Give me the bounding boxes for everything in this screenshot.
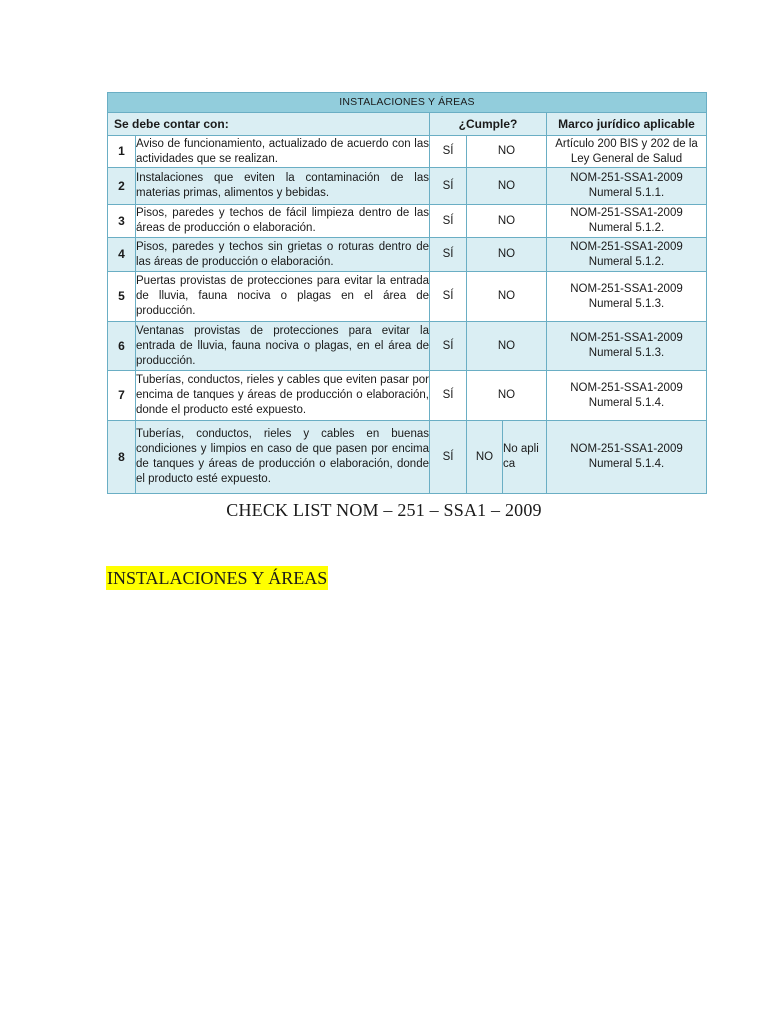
- row-legal-reference: NOM-251-SSA1-2009 Numeral 5.1.1.: [547, 168, 707, 205]
- row-number: 2: [108, 168, 136, 205]
- header-legal-framework: Marco jurídico aplicable: [547, 113, 707, 136]
- answer-si[interactable]: SÍ: [430, 136, 467, 168]
- answer-si[interactable]: SÍ: [430, 371, 467, 421]
- answer-no[interactable]: NO: [467, 371, 547, 421]
- row-legal-reference: Artículo 200 BIS y 202 de la Ley General de Salud: [547, 136, 707, 168]
- answer-no[interactable]: NO: [467, 272, 547, 322]
- answer-not-applicable[interactable]: No apli ca: [503, 421, 547, 494]
- answer-no[interactable]: NO: [467, 205, 547, 238]
- header-compliance: ¿Cumple?: [430, 113, 547, 136]
- table-title-row: [108, 93, 707, 113]
- row-number: 7: [108, 371, 136, 421]
- row-description: Pisos, paredes y techos de fácil limpieza dentro de las áreas de producción o elaboración.: [136, 205, 430, 238]
- answer-si[interactable]: SÍ: [430, 322, 467, 371]
- row-number: 1: [108, 136, 136, 168]
- table-row: [108, 168, 707, 205]
- answer-no[interactable]: NO: [467, 136, 547, 168]
- section-heading: INSTALACIONES Y ÁREAS: [107, 568, 328, 588]
- row-legal-reference: NOM-251-SSA1-2009 Numeral 5.1.2.: [547, 238, 707, 272]
- header-requirement: Se debe contar con:: [108, 113, 430, 136]
- row-description: Tuberías, conductos, rieles y cables en buenas condiciones y limpios en caso de que pasen por encima de tanques y áreas de producción o elaboración, donde el producto esté expuesto.: [136, 421, 430, 494]
- table-header-row: [108, 113, 707, 136]
- table-row: [108, 205, 707, 238]
- table-row: [108, 322, 707, 371]
- answer-si[interactable]: SÍ: [430, 238, 467, 272]
- answer-si[interactable]: SÍ: [430, 272, 467, 322]
- row-legal-reference: NOM-251-SSA1-2009 Numeral 5.1.4.: [547, 371, 707, 421]
- row-legal-reference: NOM-251-SSA1-2009 Numeral 5.1.2.: [547, 205, 707, 238]
- answer-no[interactable]: NO: [467, 168, 547, 205]
- table-row: [108, 238, 707, 272]
- answer-no[interactable]: NO: [467, 238, 547, 272]
- table-row: [108, 421, 707, 494]
- answer-si[interactable]: SÍ: [430, 421, 467, 494]
- row-number: 6: [108, 322, 136, 371]
- table-caption: [0, 500, 768, 521]
- answer-si[interactable]: SÍ: [430, 168, 467, 205]
- row-description: Ventanas provistas de protecciones para evitar la entrada de lluvia, fauna nociva o plagas, en el área de producción.: [136, 322, 430, 371]
- row-legal-reference: NOM-251-SSA1-2009 Numeral 5.1.3.: [547, 272, 707, 322]
- table-row: [108, 272, 707, 322]
- table-row: [108, 136, 707, 168]
- table-title: INSTALACIONES Y ÁREAS: [108, 93, 707, 113]
- row-number: 3: [108, 205, 136, 238]
- caption-text: CHECK LIST NOM – 251 – SSA1 – 2009: [226, 500, 542, 520]
- answer-no[interactable]: NO: [467, 322, 547, 371]
- answer-si[interactable]: SÍ: [430, 205, 467, 238]
- table-row: [108, 371, 707, 421]
- row-description: Puertas provistas de protecciones para evitar la entrada de lluvia, fauna nociva o plagas en el área de producción.: [136, 272, 430, 322]
- row-legal-reference: NOM-251-SSA1-2009 Numeral 5.1.3.: [547, 322, 707, 371]
- row-description: Instalaciones que eviten la contaminación de las materias primas, alimentos y bebidas.: [136, 168, 430, 205]
- row-number: 4: [108, 238, 136, 272]
- row-description: Tuberías, conductos, rieles y cables que eviten pasar por encima de tanques y áreas de producción o elaboración, donde el producto esté expuesto.: [136, 371, 430, 421]
- row-description: Aviso de funcionamiento, actualizado de acuerdo con las actividades que se realizan.: [136, 136, 430, 168]
- checklist-table: [107, 92, 707, 494]
- row-legal-reference: NOM-251-SSA1-2009 Numeral 5.1.4.: [547, 421, 707, 494]
- row-number: 5: [108, 272, 136, 322]
- row-description: Pisos, paredes y techos sin grietas o roturas dentro de las áreas de producción o elaboración.: [136, 238, 430, 272]
- row-number: 8: [108, 421, 136, 494]
- answer-no[interactable]: NO: [467, 421, 503, 494]
